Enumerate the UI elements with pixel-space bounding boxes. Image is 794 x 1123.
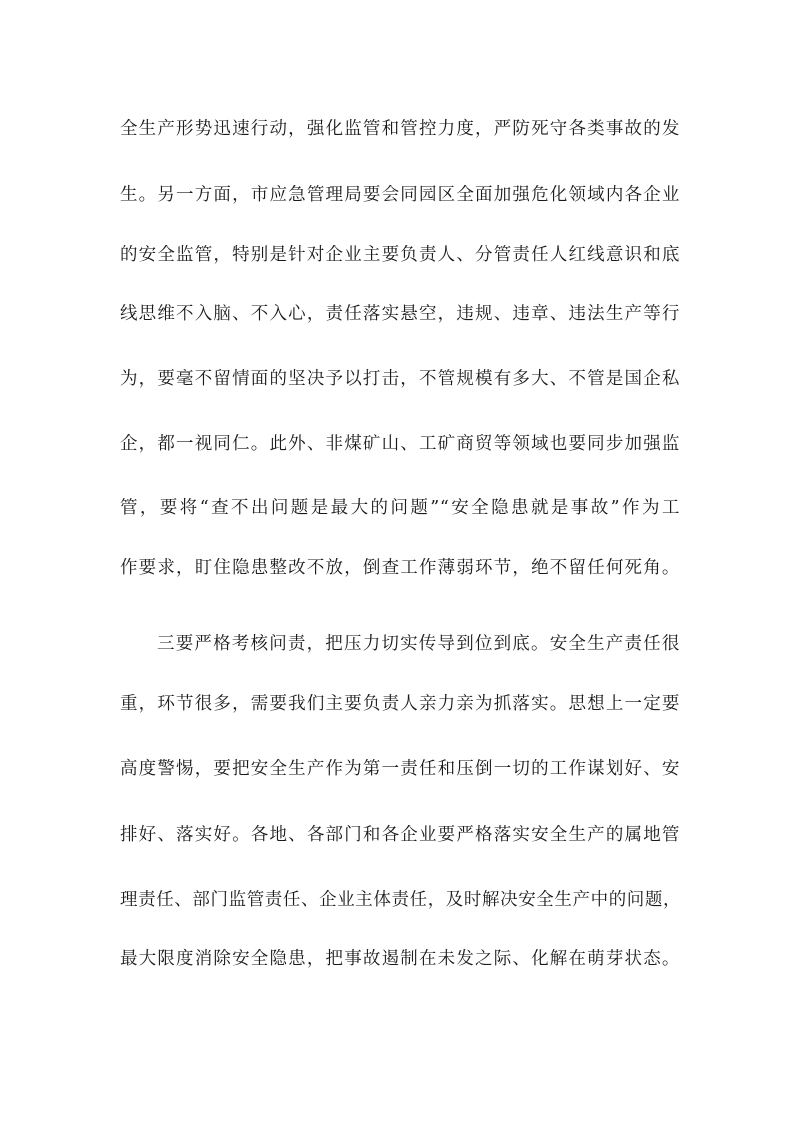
text-line: 重，环节很多，需要我们主要负责人亲力亲为抓落实。思想上一定要 [120,694,680,714]
text-line: 三要严格考核问责，把压力切实传导到位到底。安全生产责任很 [157,634,680,654]
text-line: 为，要毫不留情面的坚决予以打击，不管规模有多大、不管是国企私 [120,369,680,389]
text-line: 的安全监管，特别是针对企业主要负责人、分管责任人红线意识和底 [120,245,680,265]
text-line: 企，都一视同仁。此外、非煤矿山、工矿商贸等领域也要同步加强监 [120,434,680,454]
text-line: 全生产形势迅速行动，强化监管和管控力度，严防死守各类事故的发 [120,119,680,139]
text-line: 理责任、部门监管责任、企业主体责任，及时解决安全生产中的问题， [120,890,682,910]
text-line: 作要求，盯住隐患整改不放，倒查工作薄弱环节，绝不留任何死角。 [120,558,680,578]
text-line: 最大限度消除安全隐患，把事故遏制在未发之际、化解在萌芽状态。 [120,949,680,969]
text-line: 高度警惕，要把安全生产作为第一责任和压倒一切的工作谋划好、安 [120,759,680,779]
text-line: 线思维不入脑、不入心，责任落实悬空，违规、违章、违法生产等行 [120,304,680,324]
text-line: 管，要将“查不出问题是最大的问题”“安全隐患就是事故”作为工 [120,498,680,518]
text-line: 排好、落实好。各地、各部门和各企业要严格落实安全生产的属地管 [120,825,680,845]
text-line: 生。另一方面，市应急管理局要会同园区全面加强危化领域内各企业 [120,185,680,205]
